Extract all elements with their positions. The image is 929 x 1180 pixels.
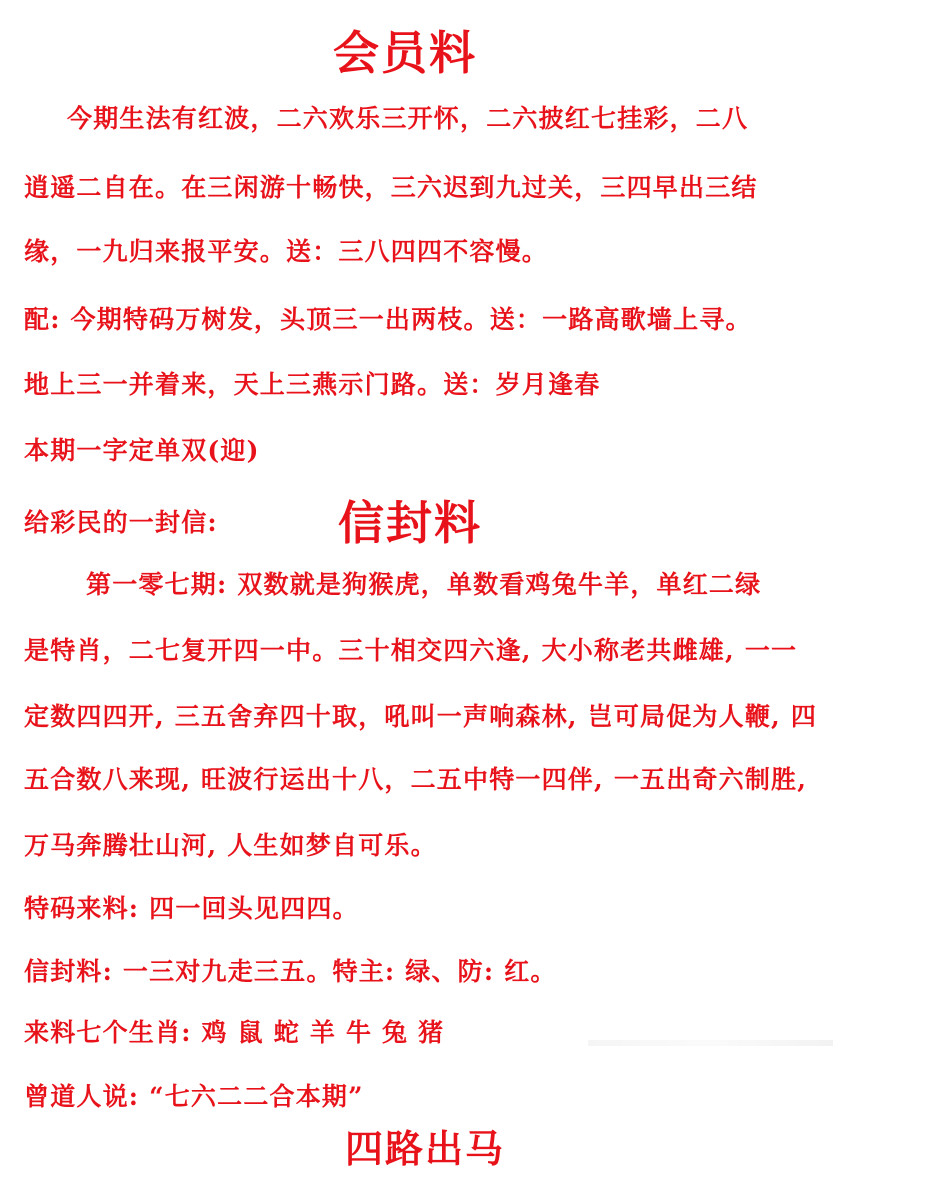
paragraph-line-3: 缘，一九归来报平安。送：三八四四不容慢。 <box>24 237 549 266</box>
paragraph-line-4: 配: 今期特码万树发，头顶三一出两枝。送：一路高歌墙上寻。 <box>24 305 752 334</box>
title-silu: 四路出马 <box>345 1126 506 1171</box>
paragraph-line-2: 逍遥二自在。在三闲游十畅快，三六迟到九过关，三四早出三结 <box>24 173 758 202</box>
letter-line-5: 万马奔腾壮山河, 人生如梦自可乐。 <box>24 831 437 860</box>
letter-line-6: 特码来料: 四一回头见四四。 <box>24 894 359 923</box>
letter-line-1: 第一零七期: 双数就是狗猴虎，单数看鸡兔牛羊，单红二绿 <box>86 570 762 599</box>
paragraph-line-1: 今期生法有红波，二六欢乐三开怀，二六披红七挂彩，二八 <box>67 104 749 133</box>
letter-line-3: 定数四四开, 三五舍弃四十取，吼叫一声响森林, 岂可局促为人鞭, 四 <box>24 702 818 731</box>
letter-line-2: 是特肖，二七复开四一中。三十相交四六逢, 大小称老共雌雄, 一一 <box>24 636 798 665</box>
letter-label: 给彩民的一封信: <box>24 508 218 537</box>
letter-line-8: 来料七个生肖: 鸡 鼠 蛇 羊 牛 兔 猪 <box>24 1018 445 1047</box>
letter-line-7: 信封料: 一三对九走三五。特主: 绿、防: 红。 <box>24 957 557 986</box>
letter-line-4: 五合数八来现, 旺波行运出十八，二五中特一四伴, 一五出奇六制胜, <box>24 765 808 794</box>
letter-line-9: 曾道人说: “七六二二合本期” <box>24 1082 364 1111</box>
title-huiyuan: 会员料 <box>333 26 477 80</box>
faint-divider <box>588 1040 833 1046</box>
paragraph-line-6: 本期一字定单双(迎) <box>24 436 260 465</box>
title-xinfeng: 信封料 <box>338 496 482 550</box>
paragraph-line-5: 地上三一并着来，天上三燕示门路。送：岁月逢春 <box>24 370 601 399</box>
